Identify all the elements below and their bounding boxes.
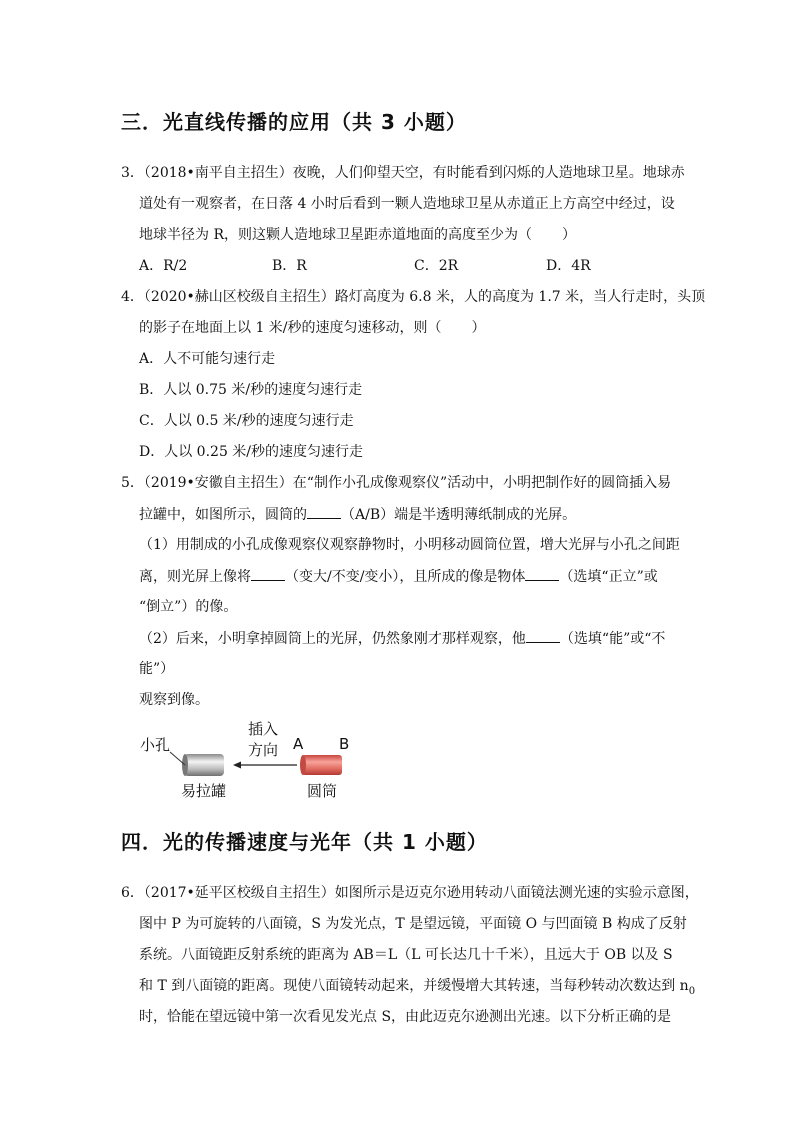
q4-option-c: C．人以 0.5 米/秒的速度匀速行走 <box>139 413 354 429</box>
answer-blank[interactable] <box>251 566 285 581</box>
q5-line-end: 观察到像。 <box>139 692 209 708</box>
q6-line-2: 图中 P 为可旋转的八面镜，S 为发光点，T 是望远镜，平面镜 O 与凹面镜 B 构成了反射 <box>139 916 687 932</box>
insert-label-1: 插入 <box>248 720 279 738</box>
can-body <box>184 754 224 776</box>
q6-line-5: 时，恰能在望远镜中第一次看见发光点 S，由此迈克尔逊测出光速。以下分析正确的是 <box>139 1009 672 1025</box>
end-b-label: B <box>339 735 350 753</box>
q3-line-2: 道处有一观察者，在日落 4 小时后看到一颗人造地球卫星从赤道正上方高空中经过，设 <box>139 196 675 212</box>
q4-option-d: D．人以 0.25 米/秒的速度匀速行走 <box>139 444 364 460</box>
q3-option-a: A．R/2 <box>139 258 188 274</box>
answer-blank[interactable] <box>526 628 560 643</box>
pinhole-label: 小孔 <box>140 736 171 754</box>
q5-part1-line-3: “倒立”）的像。 <box>139 599 238 615</box>
q5-part1-line-1: （1）用制成的小孔成像观察仪观察静物时，小明移动圆筒位置，增大光屏与小孔之间距 <box>139 537 680 553</box>
q5-line-2: 拉罐中，如图所示，圆筒的 （A/B）端是半透明薄纸制成的光屏。 <box>139 504 576 525</box>
tube-end-a <box>300 755 306 775</box>
tube-label: 圆筒 <box>307 782 338 800</box>
q3-line-3: 地球半径为 R，则这颗人造地球卫星距赤道地面的高度至少为（ ） <box>139 227 576 243</box>
insert-arrow-head <box>233 762 241 769</box>
answer-blank[interactable] <box>525 566 559 581</box>
q5-part2-line-2: 能”） <box>139 661 175 677</box>
q3-option-c: C．2R <box>414 258 459 274</box>
q5-part1-line-2: 离，则光屏上像将 （变大/不变/变小），且所成的像是物体 （选填“正立”或 <box>139 566 658 587</box>
tube-body <box>302 755 342 775</box>
q4-option-b: B．人以 0.75 米/秒的速度匀速行走 <box>139 382 363 398</box>
q3-option-b: B．R <box>272 258 307 274</box>
insert-label-2: 方向 <box>248 741 279 759</box>
q6-line-3: 系统。八面镜距反射系统的距离为 AB＝L（L 可长达几十千米），且远大于 OB 以及 S <box>139 947 673 963</box>
q6-line-1: 6．（2017•延平区校级自主招生）如图所示是迈克尔逊用转动八面镜法测光速的实验示意图， <box>121 885 699 901</box>
section-3-title: 三．光直线传播的应用（共 3 小题） <box>121 110 467 134</box>
q4-option-a: A．人不可能匀速行走 <box>139 351 276 367</box>
q5-part2-line-1: （2）后来，小明拿掉圆筒上的光屏，仍然象刚才那样观察，他 （选填“能”或“不 <box>139 628 665 649</box>
answer-blank[interactable] <box>307 504 341 519</box>
section-4-title: 四．光的传播速度与光年（共 1 小题） <box>121 830 488 854</box>
can-label: 易拉罐 <box>181 782 227 800</box>
q4-line-1: 4．（2020•赫山区校级自主招生）路灯高度为 6.8 米，人的高度为 1.7 米，当人行走时，头顶 <box>121 289 706 305</box>
q3-option-d: D．4R <box>546 258 591 274</box>
q4-line-2: 的影子在地面上以 1 米/秒的速度匀速移动，则（ ） <box>139 320 486 336</box>
end-a-label: A <box>293 735 304 753</box>
q5-line-1: 5．（2019•安徽自主招生）在“制作小孔成像观察仪”活动中，小明把制作好的圆筒插入易 <box>121 475 672 491</box>
q6-line-4: 和 T 到八面镜的距离。现使八面镜转动起来，并缓慢增大其转速，当每秒转动次数达到 $n_0$ <box>139 978 696 997</box>
q3-line-1: 3．（2018•南平自主招生）夜晚，人们仰望天空，有时能看到闪烁的人造地球卫星。地球赤 <box>121 165 685 181</box>
